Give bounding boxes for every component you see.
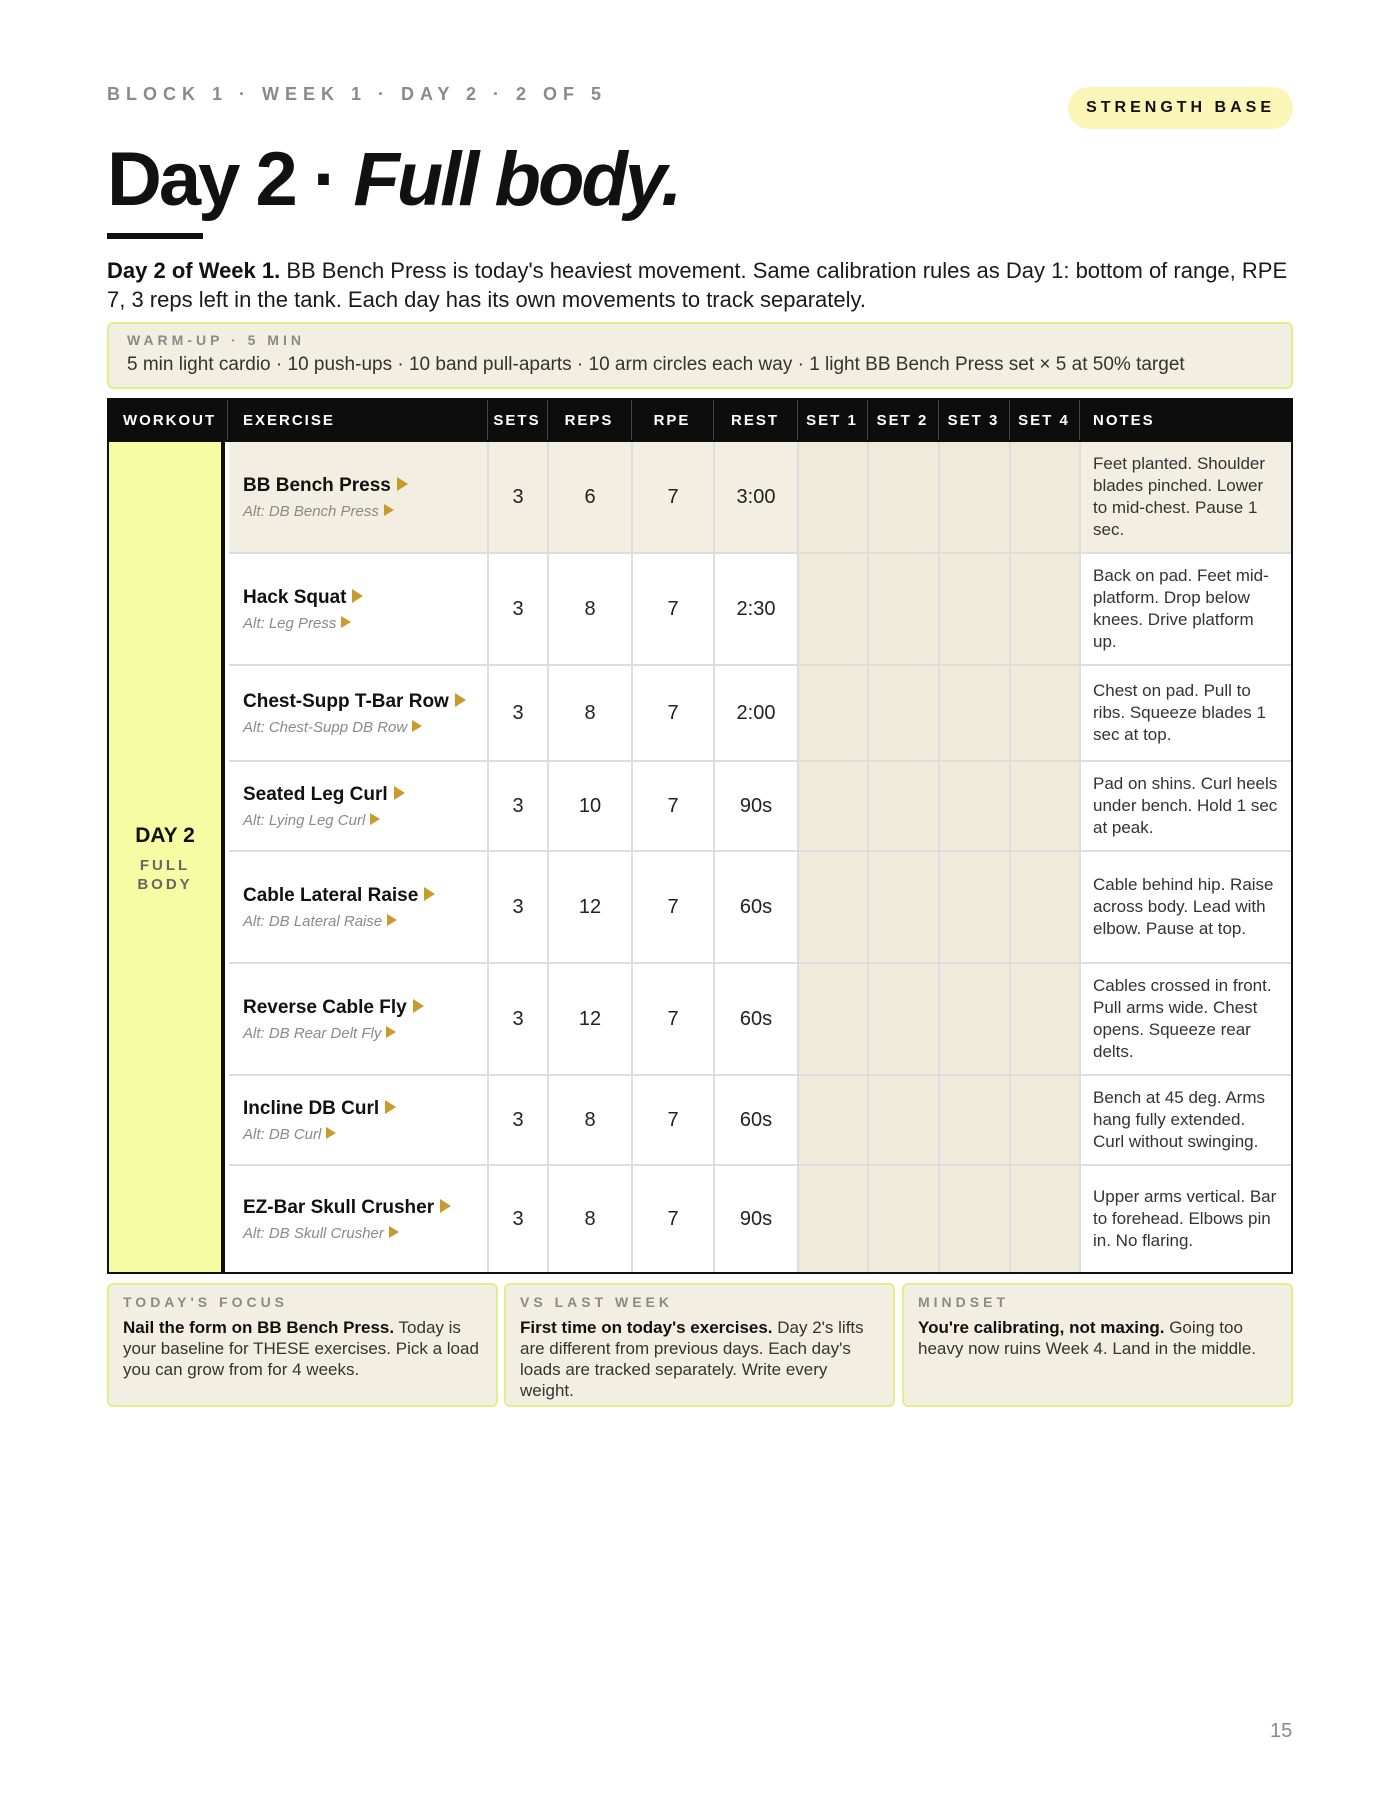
set3-log-cell[interactable] [938, 1166, 1009, 1272]
rest-cell: 60s [713, 852, 797, 962]
rpe-cell: 7 [631, 666, 713, 760]
reps-cell: 12 [547, 964, 631, 1074]
exercise-cell [229, 554, 487, 664]
set4-log-cell[interactable] [1009, 1076, 1079, 1164]
reps-cell: 6 [547, 442, 631, 552]
rpe-cell: 7 [631, 852, 713, 962]
play-triangle-icon[interactable] [370, 813, 380, 825]
header-divider [227, 400, 228, 440]
card-label: TODAY'S FOCUS [123, 1294, 289, 1310]
exercise-name[interactable]: Incline DB Curl [243, 1097, 487, 1121]
header-notes: NOTES [1093, 411, 1155, 429]
set3-log-cell[interactable] [938, 762, 1009, 850]
sets-cell: 3 [487, 762, 547, 850]
play-triangle-icon[interactable] [394, 786, 405, 800]
exercise-alt[interactable]: Alt: DB Skull Crusher [243, 1225, 487, 1242]
set3-log-cell[interactable] [938, 666, 1009, 760]
intro-paragraph [107, 256, 1293, 314]
table-row [229, 852, 1291, 964]
notes-cell: Bench at 45 deg. Arms hang fully extended. Curl without swinging. [1079, 1076, 1291, 1164]
set2-log-cell[interactable] [867, 554, 938, 664]
card-label: VS LAST WEEK [520, 1294, 674, 1310]
exercise-alt[interactable]: Alt: Chest-Supp DB Row [243, 719, 487, 736]
rpe-cell: 7 [631, 1166, 713, 1272]
play-triangle-icon[interactable] [424, 887, 435, 901]
set1-log-cell[interactable] [797, 442, 867, 552]
play-triangle-icon[interactable] [397, 477, 408, 491]
sets-cell: 3 [487, 442, 547, 552]
exercise-name[interactable]: EZ-Bar Skull Crusher [243, 1196, 487, 1220]
rpe-cell: 7 [631, 442, 713, 552]
exercise-alt[interactable]: Alt: DB Bench Press [243, 503, 487, 520]
rest-cell: 90s [713, 1166, 797, 1272]
table-body [107, 442, 1293, 1274]
mindset-card [902, 1283, 1293, 1407]
play-triangle-icon[interactable] [412, 720, 422, 732]
play-triangle-icon[interactable] [387, 914, 397, 926]
exercise-name[interactable]: Chest-Supp T-Bar Row [243, 690, 487, 714]
set3-log-cell[interactable] [938, 442, 1009, 552]
header-set2: SET 2 [876, 411, 929, 429]
set1-log-cell[interactable] [797, 666, 867, 760]
set1-log-cell[interactable] [797, 554, 867, 664]
sets-cell: 3 [487, 1076, 547, 1164]
table-row [229, 762, 1291, 852]
table-header [107, 398, 1293, 442]
card-label: MINDSET [918, 1294, 1009, 1310]
header-set4: SET 4 [1018, 411, 1070, 429]
reps-cell: 8 [547, 1076, 631, 1164]
title-italic: Full body. [353, 137, 680, 222]
exercise-name[interactable]: Reverse Cable Fly [243, 996, 487, 1020]
rest-cell: 60s [713, 1076, 797, 1164]
set4-log-cell[interactable] [1009, 554, 1079, 664]
header-set3: SET 3 [947, 411, 1000, 429]
notes-cell: Cable behind hip. Raise across body. Lead with elbow. Pause at top. [1079, 852, 1291, 962]
focus-card [107, 1283, 498, 1407]
play-triangle-icon[interactable] [455, 693, 466, 707]
set3-log-cell[interactable] [938, 554, 1009, 664]
set4-log-cell[interactable] [1009, 852, 1079, 962]
table-row [229, 442, 1291, 554]
page-title [107, 137, 680, 222]
header-divider [797, 400, 798, 440]
header-divider [713, 400, 714, 440]
workout-day-column [109, 442, 225, 1272]
intro-text: BB Bench Press is today's heaviest movement. Same calibration rules as Day 1: bottom of range, RPE 7, 3 reps left in the tank. Each day has its own movements to track separately. [107, 258, 1288, 312]
set4-log-cell[interactable] [1009, 666, 1079, 760]
card-text: First time on today's exercises. Day 2's lifts are different from previous days. Each day's loads are tracked separately. Write every weight. [520, 1318, 864, 1400]
header-workout: WORKOUT [123, 411, 217, 429]
exercise-name[interactable]: Seated Leg Curl [243, 783, 487, 807]
rest-cell: 60s [713, 964, 797, 1074]
notes-cell: Chest on pad. Pull to ribs. Squeeze blades 1 sec at top. [1079, 666, 1291, 760]
sets-cell: 3 [487, 666, 547, 760]
set4-log-cell[interactable] [1009, 442, 1079, 552]
table-row [229, 554, 1291, 666]
reps-cell: 10 [547, 762, 631, 850]
exercise-cell [229, 964, 487, 1074]
warmup-text: 5 min light cardio · 10 push-ups · 10 band pull-aparts · 10 arm circles each way · 1 light BB Bench Press set × 5 at 50% target [127, 354, 1185, 375]
exercise-alt[interactable]: Alt: DB Rear Delt Fly [243, 1025, 487, 1042]
play-triangle-icon[interactable] [389, 1226, 399, 1238]
breadcrumb-kicker: BLOCK 1 · WEEK 1 · DAY 2 · 2 OF 5 [107, 84, 608, 104]
exercise-alt[interactable]: Alt: DB Curl [243, 1126, 487, 1143]
header-rpe: RPE [653, 411, 691, 429]
set2-log-cell[interactable] [867, 852, 938, 962]
notes-cell: Back on pad. Feet mid-platform. Drop below knees. Drive platform up. [1079, 554, 1291, 664]
exercise-alt[interactable]: Alt: Lying Leg Curl [243, 812, 487, 829]
rpe-cell: 7 [631, 1076, 713, 1164]
title-main: Day 2 · [107, 137, 354, 222]
set4-log-cell[interactable] [1009, 762, 1079, 850]
header-divider [1079, 400, 1080, 440]
rest-cell: 2:30 [713, 554, 797, 664]
sets-cell: 3 [487, 554, 547, 664]
set1-log-cell[interactable] [797, 1166, 867, 1272]
exercise-cell [229, 1076, 487, 1164]
exercise-cell [229, 1166, 487, 1272]
play-triangle-icon[interactable] [341, 616, 351, 628]
page-number: 15 [1270, 1720, 1293, 1742]
warmup-label: WARM-UP · 5 MIN [127, 332, 305, 348]
set2-log-cell[interactable] [867, 762, 938, 850]
set1-log-cell[interactable] [797, 1076, 867, 1164]
sets-cell: 3 [487, 852, 547, 962]
notes-cell: Pad on shins. Curl heels under bench. Hold 1 sec at peak. [1079, 762, 1291, 850]
exercise-cell [229, 762, 487, 850]
play-triangle-icon[interactable] [384, 504, 394, 516]
program-badge: STRENGTH BASE [1068, 87, 1293, 129]
header-divider [1009, 400, 1010, 440]
play-triangle-icon[interactable] [440, 1199, 451, 1213]
rpe-cell: 7 [631, 964, 713, 1074]
exercise-cell [229, 666, 487, 760]
notes-cell: Cables crossed in front. Pull arms wide. Chest opens. Squeeze rear delts. [1079, 964, 1291, 1074]
header-divider [631, 400, 632, 440]
exercise-name[interactable]: Hack Squat [243, 586, 487, 610]
exercise-name[interactable]: Cable Lateral Raise [243, 884, 487, 908]
rest-cell: 3:00 [713, 442, 797, 552]
header-divider [547, 400, 548, 440]
header-divider [938, 400, 939, 440]
rpe-cell: 7 [631, 762, 713, 850]
title-underline [107, 233, 203, 239]
notes-cell: Upper arms vertical. Bar to forehead. Elbows pin in. No flaring. [1079, 1166, 1291, 1272]
sets-cell: 3 [487, 1166, 547, 1272]
play-triangle-icon[interactable] [413, 999, 424, 1013]
set1-log-cell[interactable] [797, 964, 867, 1074]
reps-cell: 8 [547, 1166, 631, 1272]
set1-log-cell[interactable] [797, 852, 867, 962]
rest-cell: 2:00 [713, 666, 797, 760]
header-sets: SETS [493, 411, 541, 429]
exercise-cell [229, 852, 487, 962]
sets-cell: 3 [487, 964, 547, 1074]
reps-cell: 8 [547, 554, 631, 664]
set2-log-cell[interactable] [867, 442, 938, 552]
notes-cell: Feet planted. Shoulder blades pinched. Lower to mid-chest. Pause 1 sec. [1079, 442, 1291, 552]
exercise-alt[interactable]: Alt: DB Lateral Raise [243, 913, 487, 930]
set4-log-cell[interactable] [1009, 964, 1079, 1074]
set3-log-cell[interactable] [938, 964, 1009, 1074]
set2-log-cell[interactable] [867, 1166, 938, 1272]
workout-table [107, 398, 1293, 1274]
vs-last-week-card [504, 1283, 895, 1407]
header-divider [867, 400, 868, 440]
header-divider [487, 400, 488, 440]
play-triangle-icon[interactable] [326, 1127, 336, 1139]
set3-log-cell[interactable] [938, 1076, 1009, 1164]
info-cards [107, 1283, 1293, 1407]
set2-log-cell[interactable] [867, 1076, 938, 1164]
table-row [229, 964, 1291, 1076]
card-text: Nail the form on BB Bench Press. Today is your baseline for THESE exercises. Pick a load you can grow from for 4 weeks. [123, 1318, 479, 1379]
exercise-cell [229, 442, 487, 552]
intro-lead: Day 2 of Week 1. [107, 258, 281, 283]
card-text: You're calibrating, not maxing. Going too heavy now ruins Week 4. Land in the middle. [918, 1318, 1256, 1358]
rest-cell: 90s [713, 762, 797, 850]
table-row [229, 1076, 1291, 1166]
exercise-alt[interactable]: Alt: Leg Press [243, 615, 487, 632]
header-set1: SET 1 [806, 411, 858, 429]
reps-cell: 8 [547, 666, 631, 760]
rpe-cell: 7 [631, 554, 713, 664]
set4-log-cell[interactable] [1009, 1166, 1079, 1272]
set2-log-cell[interactable] [867, 964, 938, 1074]
play-triangle-icon[interactable] [385, 1100, 396, 1114]
reps-cell: 12 [547, 852, 631, 962]
header-rest: REST [730, 411, 779, 429]
play-triangle-icon[interactable] [386, 1026, 396, 1038]
workout-day-label: DAY 2 [135, 824, 195, 847]
workout-type-label: FULL BODY [137, 857, 193, 893]
header-reps: REPS [564, 411, 614, 429]
table-row [229, 666, 1291, 762]
table-row [229, 1166, 1291, 1272]
header-exercise: EXERCISE [243, 411, 335, 429]
set1-log-cell[interactable] [797, 762, 867, 850]
play-triangle-icon[interactable] [352, 589, 363, 603]
warmup-box [107, 322, 1293, 389]
exercise-name[interactable]: BB Bench Press [243, 474, 487, 498]
set3-log-cell[interactable] [938, 852, 1009, 962]
set2-log-cell[interactable] [867, 666, 938, 760]
